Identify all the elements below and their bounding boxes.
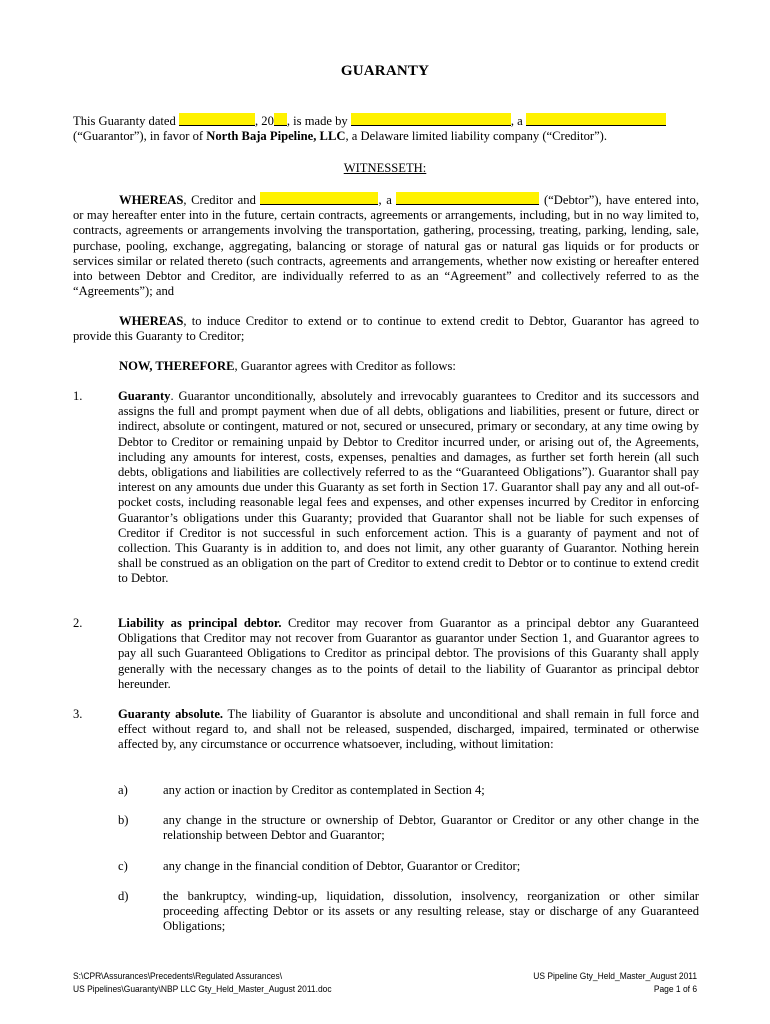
intro-text-4: , a [510,114,526,128]
whereas2-text: , to induce Creditor to extend or to continue to extend credit to Debtor, Guarantor has agreed to provide this Guaranty to Creditor; [73,314,699,344]
creditor-company-name: North Baja Pipeline, LLC [206,129,346,144]
now-therefore-lead: NOW, THEREFORE [119,359,235,373]
subitem-letter-c: c) [118,859,128,873]
footer-path-line-2: US Pipelines\Guaranty\NBP LLC Gty_Held_Master_August 2011.doc [73,984,332,994]
whereas-lead-2: WHEREAS [119,314,184,328]
guarantor-name-blank-field[interactable] [351,113,511,126]
document-title: GUARANTY [340,63,430,79]
subitem-text-d: the bankruptcy, winding-up, liquidation, dissolution, insolvency, reorganization or other similar proceeding affecting Debtor or its assets or any resulting release, stay or discharge of any Guaranteed Obligations; [163,889,699,934]
whereas-paragraph-2 [73,314,699,344]
intro-text-5: (“Guarantor”), in favor of [73,129,207,144]
now-therefore-paragraph [73,359,699,374]
footer-doc-name: US Pipeline Gty_Held_Master_August 2011 [533,971,697,981]
intro-paragraph [73,113,699,144]
subitem-text-b: any change in the structure or ownership of Debtor, Guarantor or Creditor or any other change in the relationship between Debtor and Guarantor; [163,813,699,843]
subitem-letter-a: a) [118,783,128,797]
intro-text-2: , 20 [254,114,274,128]
whereas1-text-3: (“Debtor”), have entered into, or may hereafter enter into in the future, certain contracts, agreements or arrangements, including, but in no way limited to, contracts, agreements or arrangements involving the transportation, gathering, processing, treating, parking, lending, sale, purchase, pooling, exchange, aggregating, balancing or storage of natural gas or natural gas liquids or for products or services similar or related thereto (such contracts, agreements and arrangements, whether now existing or hereafter entered into between Debtor and Creditor, are individually referred to as an “Agreement” and collectively referred to as the “Agreements”); and [73,193,699,299]
section-3-body: The liability of Guarantor is absolute and unconditional and shall remain in full force and effect without regard to, and shall not be released, suspended, discharged, impaired, terminated or otherwise affected by, any circumstance or occurrence whatsoever, including, without limitation: [118,707,700,752]
section-number-2: 2. [73,616,83,630]
intro-text-3: , is made by [286,114,351,128]
whereas1-text-1: , Creditor and [183,193,261,207]
debtor-name-blank-field[interactable] [260,192,378,205]
guarantor-type-blank-field[interactable] [526,113,666,126]
footer-doc-info [533,970,697,996]
year-blank-field[interactable] [274,113,287,126]
intro-text-1: This Guaranty dated [73,114,179,128]
section-2-body: Creditor may recover from Guarantor as a principal debtor any Guaranteed Obligations that Creditor may not recover from Guarantor as guarantor under Section 1, and Guarantor agrees to pay all such Guaranteed Obligations to Creditor as principal debtor. The provisions of this Guaranty shall apply generally with the necessary changes as to the points of detail to the liability of Guarantor as principal debtor hereunder. [118,616,699,691]
subitem-letter-b: b) [118,813,129,827]
section-1-heading: Guaranty [118,389,171,403]
subitem-letter-d: d) [118,889,129,903]
whereas1-text-2: , a [378,193,397,207]
whereas-paragraph-1 [73,192,699,299]
section-1-body: . Guarantor unconditionally, absolutely and irrevocably guarantees to Creditor and its successors and assigns the full and prompt payment when due of all debts, obligations and liabilities, present or future, direct or indirect, absolute or contingent, matured or not, secured or unsecured, primary or secondary, at any time owing by Debtor to Creditor or remaining unpaid by Debtor to Creditor incurred under, or arising out of, the Agreements, including any amounts for interest, costs, expenses, penalties and damages, as further set forth herein (all such debts, obligations and liabilities are collectively referred to as the “Guaranteed Obligations”). Guarantor shall pay interest on any amounts due under this Guaranty as set forth in Section 17. Guarantor shall pay any and all out-of-pocket costs, including reasonable legal fees and expenses, and other expenses incurred by Creditor in enforcing Guarantor’s obligations under this Guaranty; provided that Guarantor shall not be liable for such expenses of Creditor if Creditor is not successful in such enforcement action. This is a guaranty of payment and not of collection. This Guaranty is in addition to, and does not limit, any other guaranty of Guarantor. Nothing herein shall be construed as an obligation on the part of Creditor to extend credit to Debtor or to continue to extend credit to Debtor. [118,389,699,586]
footer-page-number: Page 1 of 6 [653,984,697,994]
footer-path-line-1: S:\CPR\Assurances\Precedents\Regulated Assurances\ [73,971,283,981]
section-2-heading: Liability as principal debtor. [118,616,282,630]
section-3-text [118,707,699,753]
date-blank-field[interactable] [179,113,255,126]
section-number-1: 1. [73,389,83,403]
witnesseth-heading: WITNESSETH: [343,161,427,175]
now-therefore-text: , Guarantor agrees with Creditor as follows: [234,359,456,373]
whereas-lead-1: WHEREAS [119,193,184,207]
section-2-text [118,616,699,692]
section-1-text [118,389,699,587]
section-3-heading: Guaranty absolute. [118,707,224,721]
intro-text-6: , a Delaware limited liability company (“Creditor”). [345,129,608,144]
section-number-3: 3. [73,707,83,721]
debtor-type-blank-field[interactable] [396,192,539,205]
subitem-text-c: any change in the financial condition of Debtor, Guarantor or Creditor; [163,859,521,873]
footer-file-path [73,970,332,996]
subitem-text-a: any action or inaction by Creditor as contemplated in Section 4; [163,783,485,797]
